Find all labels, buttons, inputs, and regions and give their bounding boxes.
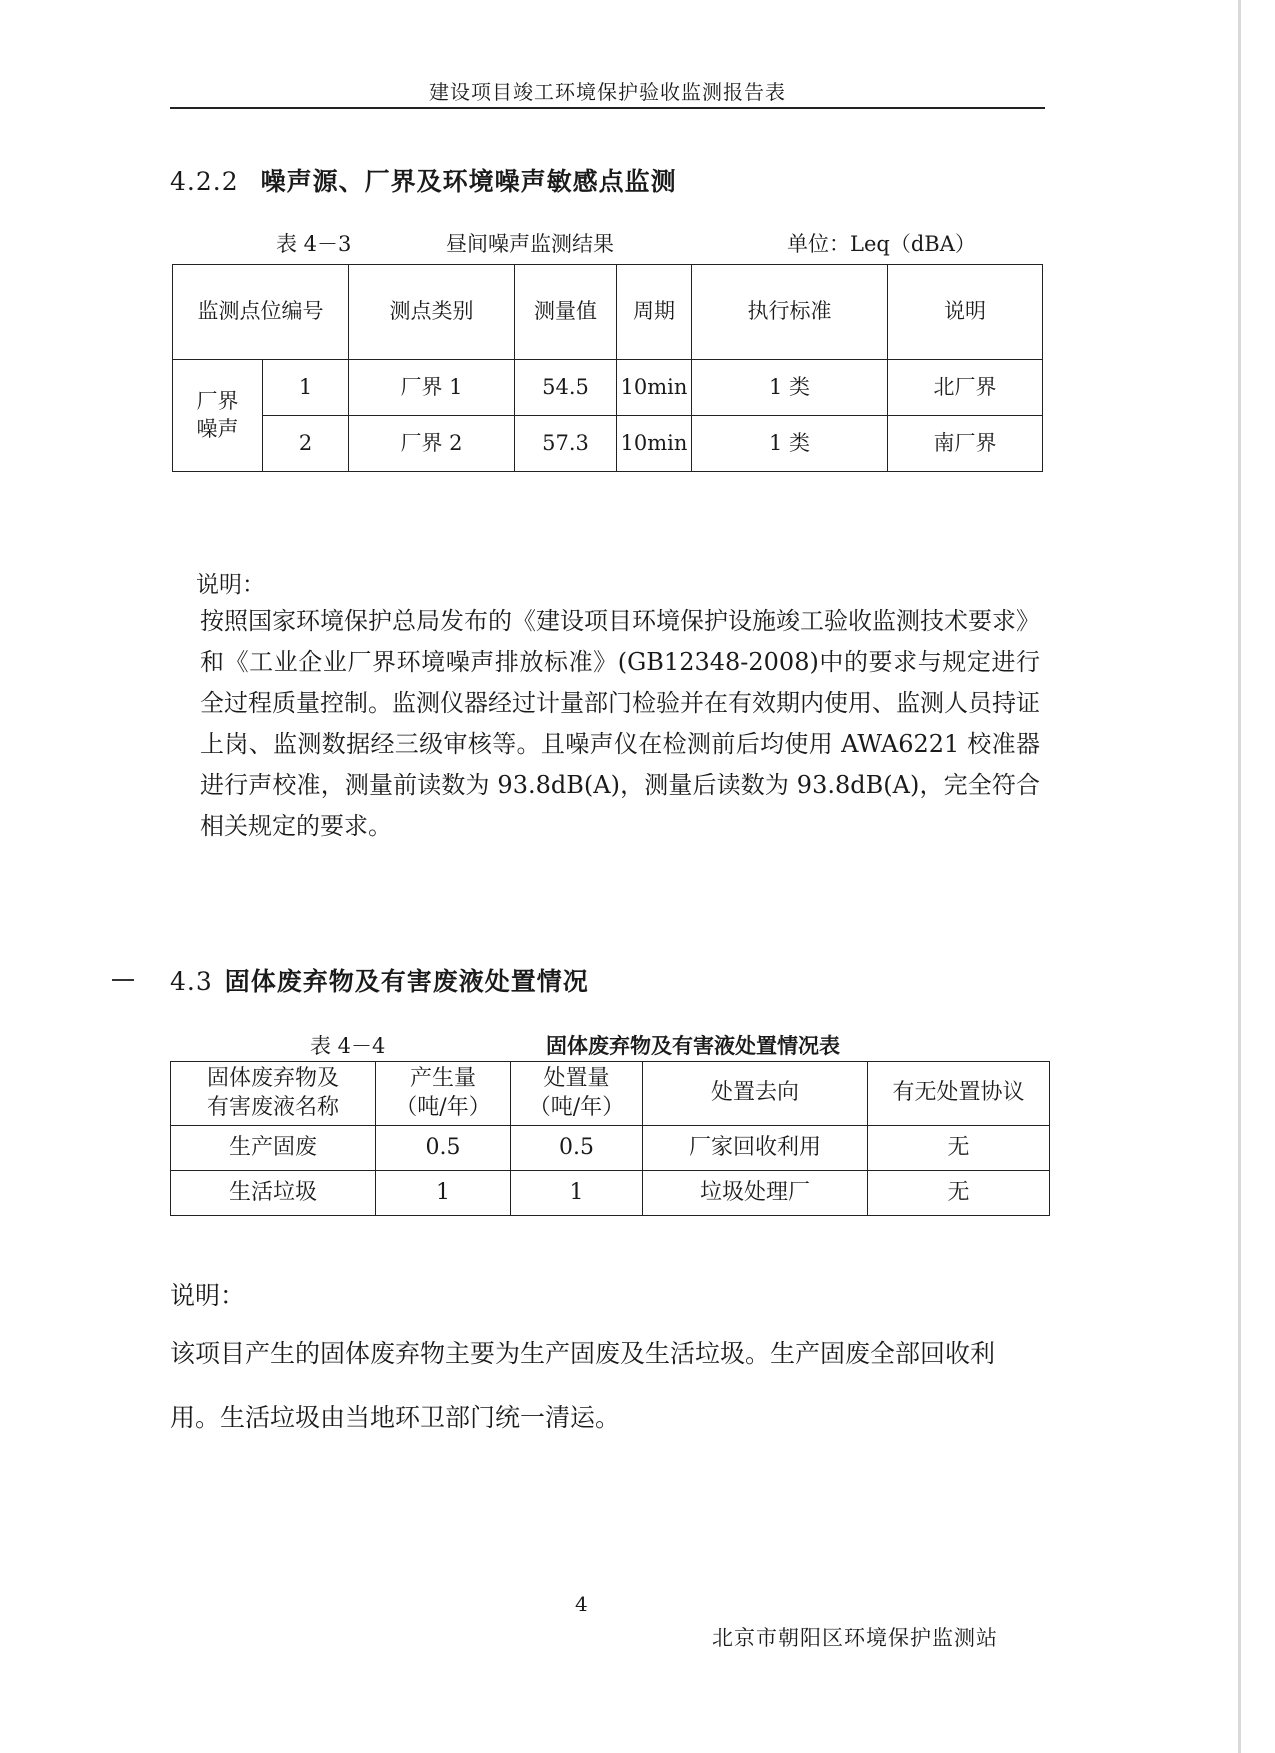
- header-line: 产生量: [409, 1065, 476, 1091]
- section-number: 4.2.2: [170, 167, 239, 196]
- table-cell: 厂界 2: [349, 416, 515, 472]
- header-line: 有害废液名称: [206, 1094, 339, 1120]
- table-cell: 10min: [617, 360, 692, 416]
- header-cell: 测量值: [515, 265, 617, 360]
- table-4-4-label: 表 4－4: [310, 1034, 386, 1058]
- table-header-row: [171, 1062, 1050, 1126]
- section-title: 噪声源、厂界及环境噪声敏感点监测: [260, 167, 677, 196]
- table-row: [171, 1171, 1050, 1216]
- header-cell: 处置去向: [643, 1062, 868, 1126]
- table-cell: 0.5: [511, 1126, 643, 1171]
- table-cell: 生活垃圾: [171, 1171, 376, 1216]
- section-title: 固体废弃物及有害废液处置情况: [224, 967, 589, 996]
- header-cell: [511, 1062, 643, 1126]
- table-4-3-title: 昼间噪声监测结果: [446, 232, 614, 256]
- group-label-line: 噪声: [196, 416, 239, 441]
- table-cell: 1: [376, 1171, 511, 1216]
- group-label-cell: [173, 360, 263, 472]
- header-cell: 测点类别: [349, 265, 515, 360]
- header-cell: [376, 1062, 511, 1126]
- table-cell: 厂界 1: [349, 360, 515, 416]
- table-4-4: [170, 1061, 1050, 1216]
- header-cell: 监测点位编号: [173, 265, 349, 360]
- notes-label: 说明：: [196, 572, 265, 598]
- table-cell: 54.5: [515, 360, 617, 416]
- table-cell: 1 类: [692, 360, 888, 416]
- table-cell: 垃圾处理厂: [643, 1171, 868, 1216]
- notes-paragraph: 按照国家环境保护总局发布的《建设项目环境保护设施竣工验收监测技术要求》和《工业企业厂界环境噪声排放标准》(GB12348-2008)中的要求与规定进行全过程质量控制。监测仪器经过计量部门检验并在有效期内使用、监测人员持证上岗、监测数据经三级审核等。且噪声仪在检测前后均使用 AWA6221 校准器进行声校准，测量前读数为 93.8dB(A)，测量后读数为 93.8dB(A)，完全符合相关规定的要求。: [200, 607, 1040, 840]
- table-header-row: [173, 265, 1043, 360]
- table-row: [173, 416, 1043, 472]
- footer-organization: 北京市朝阳区环境保护监测站: [712, 1626, 998, 1650]
- table-cell: 2: [263, 416, 349, 472]
- table-cell: 南厂界: [888, 416, 1043, 472]
- table-cell: 厂家回收利用: [643, 1126, 868, 1171]
- table-cell: 10min: [617, 416, 692, 472]
- table-4-4-title: 固体废弃物及有害液处置情况表: [546, 1033, 840, 1058]
- table-4-3: [172, 264, 1043, 472]
- header-line: 固体废弃物及: [206, 1065, 339, 1091]
- table-cell: 1: [263, 360, 349, 416]
- table-cell: 0.5: [376, 1126, 511, 1171]
- header-cell: 周期: [617, 265, 692, 360]
- table-cell: 无: [868, 1171, 1050, 1216]
- header-cell: [171, 1062, 376, 1126]
- table-cell: 1: [511, 1171, 643, 1216]
- notes-label: 说明：: [170, 1281, 246, 1310]
- header-line: （吨/年）: [395, 1094, 491, 1120]
- header-line: 处置量: [543, 1065, 610, 1091]
- header-line: （吨/年）: [528, 1094, 625, 1120]
- page-number: 4: [575, 1592, 588, 1616]
- running-header: 建设项目竣工环境保护验收监测报告表: [429, 80, 786, 104]
- table-cell: 生产固废: [171, 1126, 376, 1171]
- section-number: 4.3: [170, 967, 213, 996]
- table-4-3-label: 表 4－3: [276, 232, 352, 256]
- table-cell: 57.3: [515, 416, 617, 472]
- header-cell: 说明: [888, 265, 1043, 360]
- header-cell: 有无处置协议: [868, 1062, 1050, 1126]
- notes-paragraph: 该项目产生的固体废弃物主要为生产固废及生活垃圾。生产固废全部回收利用。生活垃圾由当地环卫部门统一清运。: [170, 1339, 996, 1432]
- section-heading-4-3: [170, 962, 589, 998]
- page-edge: [1238, 0, 1241, 1753]
- header-cell: 执行标准: [692, 265, 888, 360]
- header-rule: [170, 107, 1045, 109]
- table-cell: 1 类: [692, 416, 888, 472]
- table-row: [171, 1126, 1050, 1171]
- group-label-line: 厂界: [196, 389, 239, 414]
- table-row: [173, 360, 1043, 416]
- section-heading-4-2-2: [170, 162, 677, 198]
- table-cell: 北厂界: [888, 360, 1043, 416]
- table-4-3-unit: 单位：Leq（dBA）: [787, 232, 976, 256]
- margin-mark: [112, 979, 134, 981]
- table-cell: 无: [868, 1126, 1050, 1171]
